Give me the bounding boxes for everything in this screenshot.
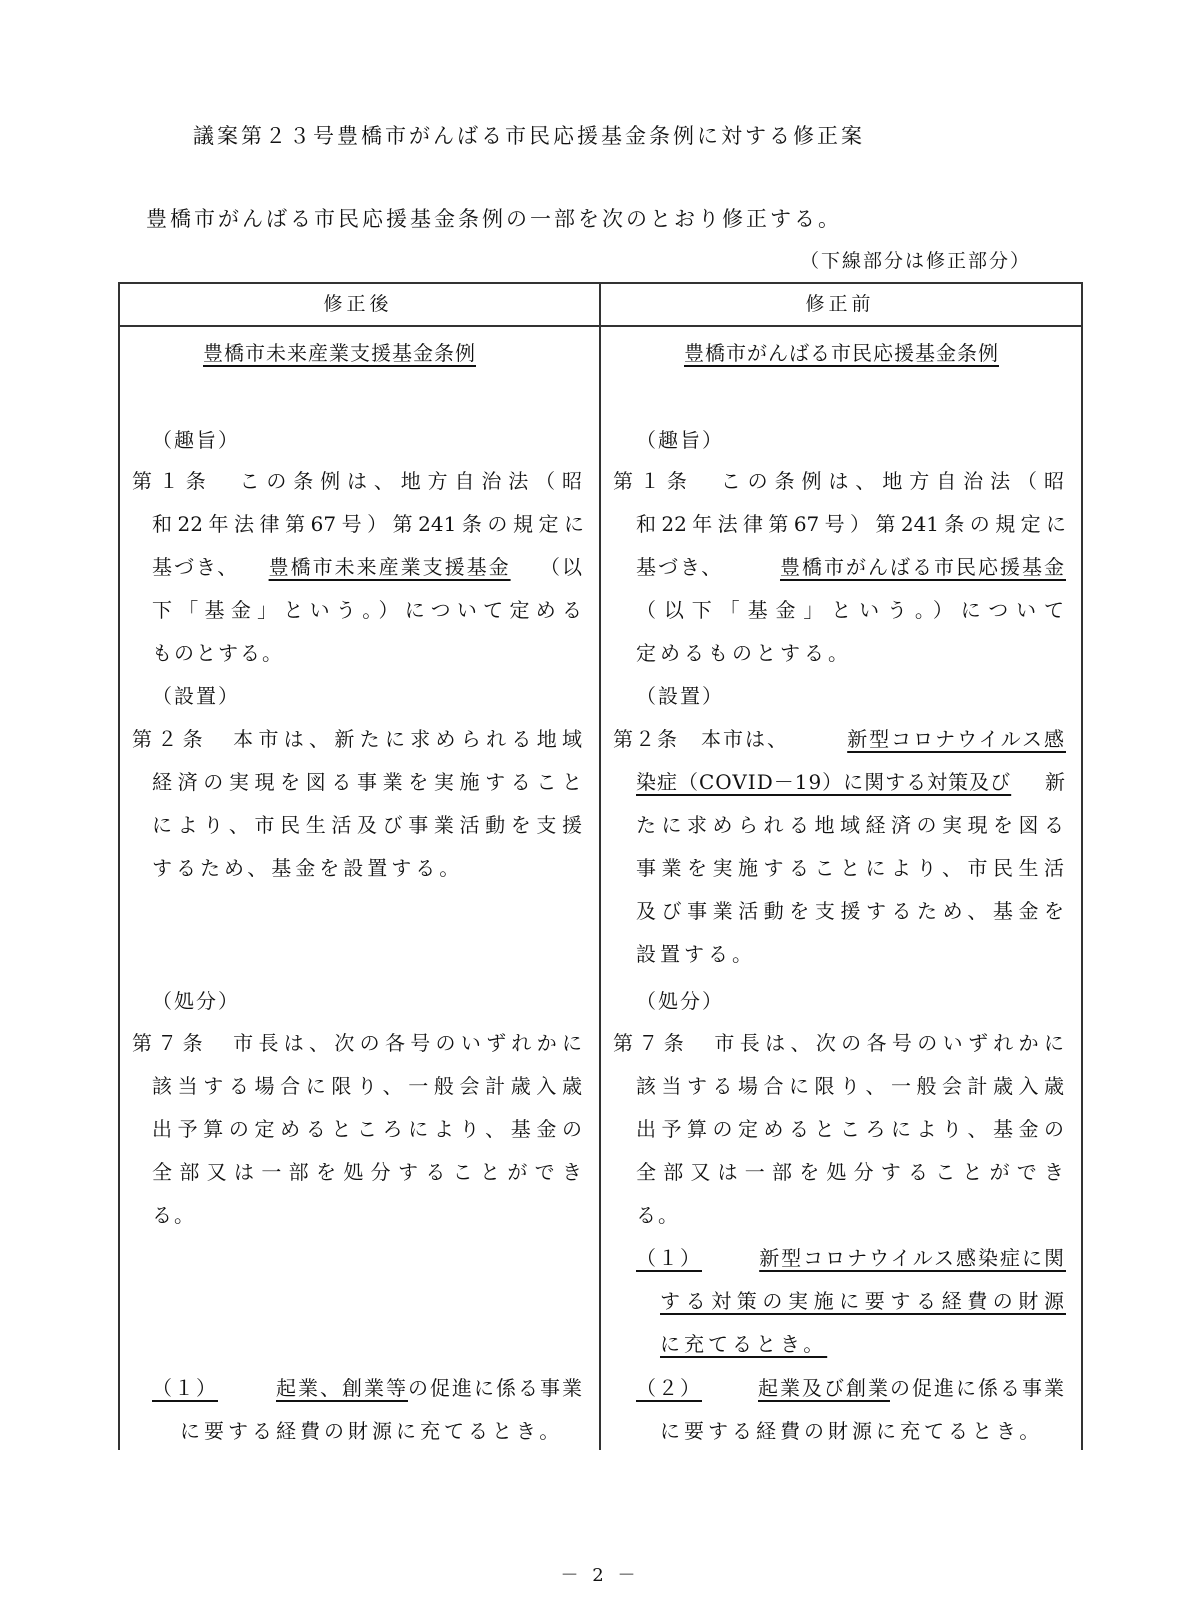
before-item2-line2: に要する経費の財源に充てるとき。 — [660, 1419, 1044, 1443]
before-article1-line1: 第１条 この条例は、地方自治法（昭 — [613, 469, 1066, 493]
after-article1-line3-pre: 基づき、 — [152, 555, 240, 579]
after-article1-line2: 和22年法律第67号）第241条の規定に — [152, 512, 584, 536]
before-article7-line3: 出予算の定めるところにより、基金の — [636, 1117, 1066, 1141]
before-article7-line4: 全部又は一部を処分することができ — [636, 1160, 1066, 1184]
after-fund-name: 豊橋市未来産業支援基金 — [268, 555, 511, 579]
before-article7-line2: 該当する場合に限り、一般会計歳入歳 — [636, 1074, 1066, 1098]
document-title: 議案第２３号豊橋市がんばる市民応援基金条例に対する修正案 — [193, 124, 865, 148]
after-article2-line3: により、市民生活及び事業活動を支援 — [152, 813, 584, 837]
before-article1-line5: 定めるものとする。 — [636, 641, 852, 665]
before-article2-line1-underlined: 新型コロナウイルス感 — [847, 727, 1066, 751]
before-article2-line1-pre: 第２条 本市は、 — [613, 727, 789, 751]
after-heading-disposal: （処分） — [152, 989, 240, 1013]
after-item1-rest: の促進に係る事業 — [408, 1376, 584, 1400]
before-article2-line2-underlined: 染症（COVID－19）に関する対策及び — [636, 770, 1012, 794]
before-item2-text — [758, 1372, 1066, 1401]
before-article7-line5: る。 — [636, 1203, 680, 1227]
before-article2-line5: 及び事業活動を支援するため、基金を — [636, 899, 1066, 923]
after-article7-line1: 第７条 市長は、次の各号のいずれかに — [132, 1031, 584, 1055]
before-item1-number: （１） — [636, 1246, 702, 1270]
after-article1-line4: 下「基金」という。）について定める — [152, 598, 584, 622]
column-header-after: 修正後 — [323, 293, 393, 315]
before-item1-line3: に充てるとき。 — [660, 1332, 828, 1356]
before-ordinance-name: 豊橋市がんばる市民応援基金条例 — [684, 341, 999, 365]
table-right-border — [1081, 282, 1083, 1450]
after-article1-line5: ものとする。 — [152, 641, 284, 665]
before-article1-line3-pre: 基づき、 — [636, 555, 724, 579]
after-heading-purpose: （趣旨） — [152, 428, 240, 452]
before-article2-line2-post: 新 — [1045, 770, 1066, 794]
after-item1-number: （１） — [152, 1376, 218, 1400]
after-heading-establishment: （設置） — [152, 684, 240, 708]
before-article2-line4: 事業を実施することにより、市民生活 — [636, 856, 1066, 880]
after-article7-line5: る。 — [152, 1203, 196, 1227]
before-item1-text: 新型コロナウイルス感染症に関 — [759, 1246, 1066, 1270]
after-article7-line2: 該当する場合に限り、一般会計歳入歳 — [152, 1074, 584, 1098]
after-article2-line2: 経済の実現を図る事業を実施すること — [152, 770, 584, 794]
before-item2-line1 — [636, 1372, 1066, 1401]
before-article2-line3: たに求められる地域経済の実現を図る — [636, 813, 1066, 837]
column-header-before: 修正前 — [805, 293, 875, 315]
underline-note: （下線部分は修正部分） — [800, 250, 1032, 272]
after-item1-line1 — [152, 1372, 584, 1401]
after-ordinance-name: 豊橋市未来産業支援基金条例 — [203, 341, 476, 365]
before-article1-line2: 和22年法律第67号）第241条の規定に — [636, 512, 1066, 536]
before-heading-purpose: （趣旨） — [636, 428, 724, 452]
before-item2-number: （２） — [636, 1376, 702, 1400]
after-article7-line4: 全部又は一部を処分することができ — [152, 1160, 584, 1184]
before-article2-line2 — [636, 766, 1066, 795]
intro-sentence: 豊橋市がんばる市民応援基金条例の一部を次のとおり修正する。 — [146, 207, 842, 231]
before-article2-line6: 設置する。 — [636, 942, 756, 966]
before-heading-disposal: （処分） — [636, 989, 724, 1013]
after-item1-line2: に要する経費の財源に充てるとき。 — [180, 1419, 564, 1443]
before-heading-establishment: （設置） — [636, 684, 724, 708]
before-article2-line1 — [613, 723, 1066, 752]
before-article1-line3 — [636, 551, 1066, 580]
page-number: － 2 － — [560, 1565, 640, 1586]
before-item2-underlined: 起業及び創業 — [758, 1376, 890, 1400]
after-article2-line4: するため、基金を設置する。 — [152, 856, 464, 880]
table-left-border — [118, 282, 120, 1450]
before-fund-name: 豊橋市がんばる市民応援基金 — [780, 555, 1066, 579]
after-item1-text — [276, 1372, 584, 1401]
before-article7-line1: 第７条 市長は、次の各号のいずれかに — [613, 1031, 1066, 1055]
after-article7-line3: 出予算の定めるところにより、基金の — [152, 1117, 584, 1141]
before-item2-rest: の促進に係る事業 — [890, 1376, 1066, 1400]
before-item1-line1 — [636, 1242, 1066, 1271]
before-article1-line4: （以下「基金」という。）について — [636, 598, 1066, 622]
before-item1-line2: する対策の実施に要する経費の財源 — [660, 1289, 1066, 1313]
after-article1-line1: 第１条 この条例は、地方自治法（昭 — [132, 469, 584, 493]
after-article1-line3-post: （以 — [539, 555, 584, 579]
after-item1-underlined: 起業、創業等 — [276, 1376, 408, 1400]
after-article1-line3 — [152, 551, 584, 580]
after-article2-line1: 第２条 本市は、新たに求められる地域 — [132, 727, 584, 751]
table-center-border — [599, 282, 601, 1450]
